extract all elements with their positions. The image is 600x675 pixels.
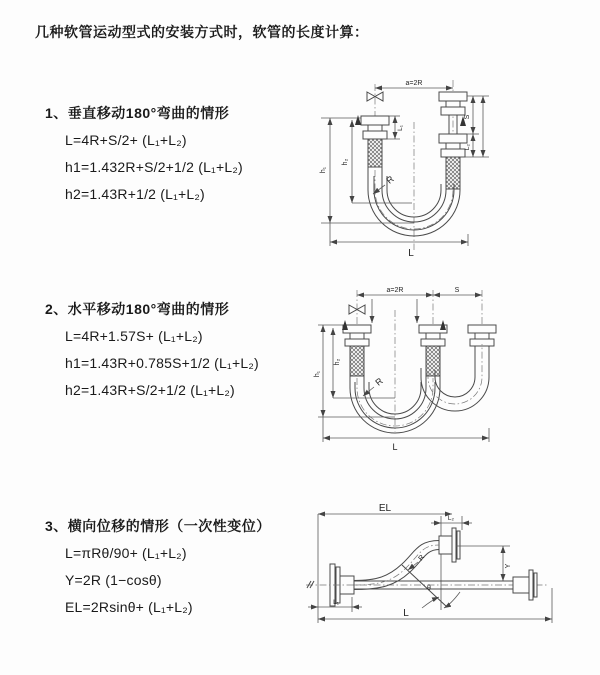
diagram-vertical-180-bend — [313, 72, 598, 264]
dim-label-r: R — [417, 553, 427, 563]
dim-label-l: L — [392, 442, 398, 452]
right-pipe-fitting — [439, 92, 467, 189]
dim-label-l: L — [403, 608, 409, 619]
dim-label-l1: L₁ — [333, 599, 339, 606]
diagram-lateral-displacement — [298, 500, 600, 642]
dim-label-theta: θ — [427, 585, 431, 592]
section-heading: 1、垂直移动180°弯曲的情形 — [45, 105, 230, 121]
dim-label-el: EL — [378, 503, 392, 514]
dim-label-l2: L₂ — [464, 143, 471, 151]
section-heading: 3、横向位移的情形（一次性变位） — [45, 518, 271, 534]
movement-arrow-up — [355, 115, 361, 125]
formula-length: L=4R+1.57S+ (L₁+L₂) — [65, 328, 203, 344]
formula-h2: h2=1.43R+1/2 (L₁+L₂) — [65, 186, 205, 202]
left-pipe-fitting — [361, 116, 389, 167]
centerline-break-mark — [307, 581, 314, 588]
radius-diagonal — [402, 565, 447, 607]
dim-label-l: L — [408, 248, 414, 259]
dim-label-a2r: a=2R — [405, 80, 423, 87]
dim-label-h2: h₂ — [342, 158, 349, 166]
section-lateral-displacement — [45, 517, 271, 626]
dim-label-h1: h₁ — [320, 166, 327, 174]
left-pipe-fitting — [343, 325, 371, 376]
dim-label-l2: L₂ — [447, 515, 455, 522]
formula-length: L=4R+S/2+ (L₁+L₂) — [65, 132, 187, 148]
upper-flange — [439, 528, 460, 562]
page-title: 几种软管运动型式的安装方式时，软管的长度计算： — [35, 24, 369, 40]
section-horizontal-bend — [45, 300, 259, 409]
braided-hose-section — [350, 346, 364, 376]
formula-h2: h2=1.43R+S/2+1/2 (L₁+L₂) — [65, 382, 235, 398]
middle-pipe-fitting — [419, 325, 447, 376]
section-heading: 2、水平移动180°弯曲的情形 — [45, 301, 230, 317]
formula-y: Y=2R (1−cosθ) — [65, 572, 162, 588]
formula-h1: h1=1.43R+0.785S+1/2 (L₁+L₂) — [65, 355, 259, 371]
formula-h1: h1=1.432R+S/2+1/2 (L₁+L₂) — [65, 159, 243, 175]
dim-label-h1: h₁ — [314, 370, 321, 378]
dim-label-r: R — [384, 173, 396, 186]
dim-label-s: S — [464, 114, 471, 120]
dim-label-h2: h₂ — [334, 358, 341, 366]
braided-hose-section — [446, 157, 460, 189]
hose-s-curve — [354, 541, 439, 590]
formula-el: EL=2Rsinθ+ (L₁+L₂) — [65, 599, 193, 615]
braided-hose-section — [426, 346, 440, 376]
diagram-horizontal-180-bend — [310, 282, 600, 454]
dim-label-r: R — [373, 375, 385, 388]
right-pipe-fitting — [468, 325, 496, 346]
formula-length: L=πRθ/90+ (L₁+L₂) — [65, 545, 187, 561]
dim-label-s: S — [454, 287, 460, 294]
section-vertical-bend — [45, 104, 243, 213]
braided-hose-section — [368, 139, 382, 167]
lower-flange — [513, 570, 537, 600]
dim-label-a2r: a=2R — [386, 287, 404, 294]
dim-label-l1: L₁ — [397, 125, 404, 131]
dim-label-y: Y — [505, 563, 512, 569]
